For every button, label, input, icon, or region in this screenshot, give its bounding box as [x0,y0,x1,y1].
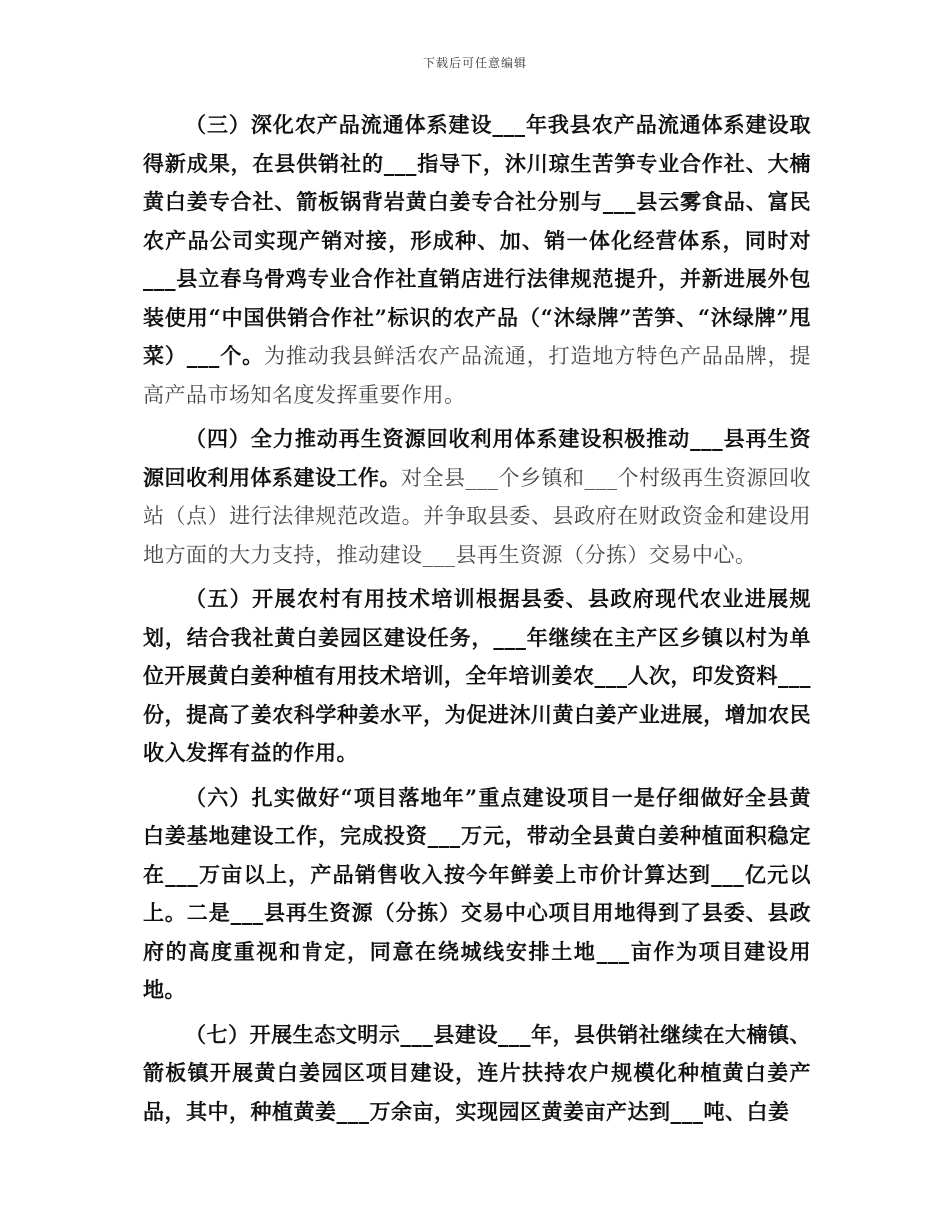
paragraph-6-bold-text: （六）扎实做好“项目落地年”重点建设项目一是仔细做好全县黄白姜基地建设工作，完成投资___万元，带动全县黄白姜种植面积稳定在___万亩以上，产品销售收入按今年鲜姜上市价计算达到___亿元以上。二是___县再生资源（分拣）交易中心项目用地得到了县委、县政府的高度重视和肯定，同意在绕城线安排土地___亩作为项目建设用地。 [143,784,811,1002]
document-body [143,106,811,1137]
paragraph-7-bold-text: （七）开展生态文明示___县建设___年，县供销社继续在大楠镇、箭板镇开展黄白姜园区项目建设，连片扶持农户规模化种植黄白姜产品，其中，种植黄姜___万余亩，实现园区黄姜亩产达到___吨、白姜 [143,1021,811,1124]
paragraph-3-bold-text: （三）深化农产品流通体系建设___年我县农产品流通体系建设取得新成果，在县供销社的___指导下，沐川琼生苦笋专业合作社、大楠黄白姜专合社、箭板锅背岩黄白姜专合社分别与___县云雾食品、富民农产品公司实现产销对接，形成种、加、销一体化经营体系，同时对___县立春乌骨鸡专业合作社直销店进行法律规范提升，并新进展外包装使用“中国供销合作社”标识的农产品（“沐绿牌”苦笋、“沐绿牌”甩菜）___个。 [143,112,811,368]
paragraph-3 [143,106,811,414]
page-header: 下载后可任意编辑 [422,56,527,70]
paragraph-7 [143,1016,811,1132]
paragraph-5-bold-text: （五）开展农村有用技术培训根据县委、县政府现代农业进展规划，结合我社黄白姜园区建设任务，___年继续在主产区乡镇以村为单位开展黄白姜种植有用技术培训，全年培训姜农___人次，印发资料___份，提高了姜农科学种姜水平，为促进沐川黄白姜产业进展，增加农民收入发挥有益的作用。 [143,586,811,765]
paragraph-4 [143,420,811,574]
paragraph-6 [143,779,811,1010]
paragraph-5 [143,580,811,773]
paragraph-3-normal-text: 为推动我县鲜活农产品流通，打造地方特色产品品牌，提高产品市场知名度发挥重要作用。 [143,344,811,407]
paragraph-4-bold-text: （四）全力推动再生资源回收利用体系建设积极推动___县再生资源回收利用体系建设工作。 [143,426,811,490]
paragraph-4-normal-text: 对全县___个乡镇和___个村级再生资源回收站（点）进行法律规范改造。并争取县委、县政府在财政资金和建设用地方面的大力支持，推动建设___县再生资源（分拣）交易中心。 [143,465,811,567]
